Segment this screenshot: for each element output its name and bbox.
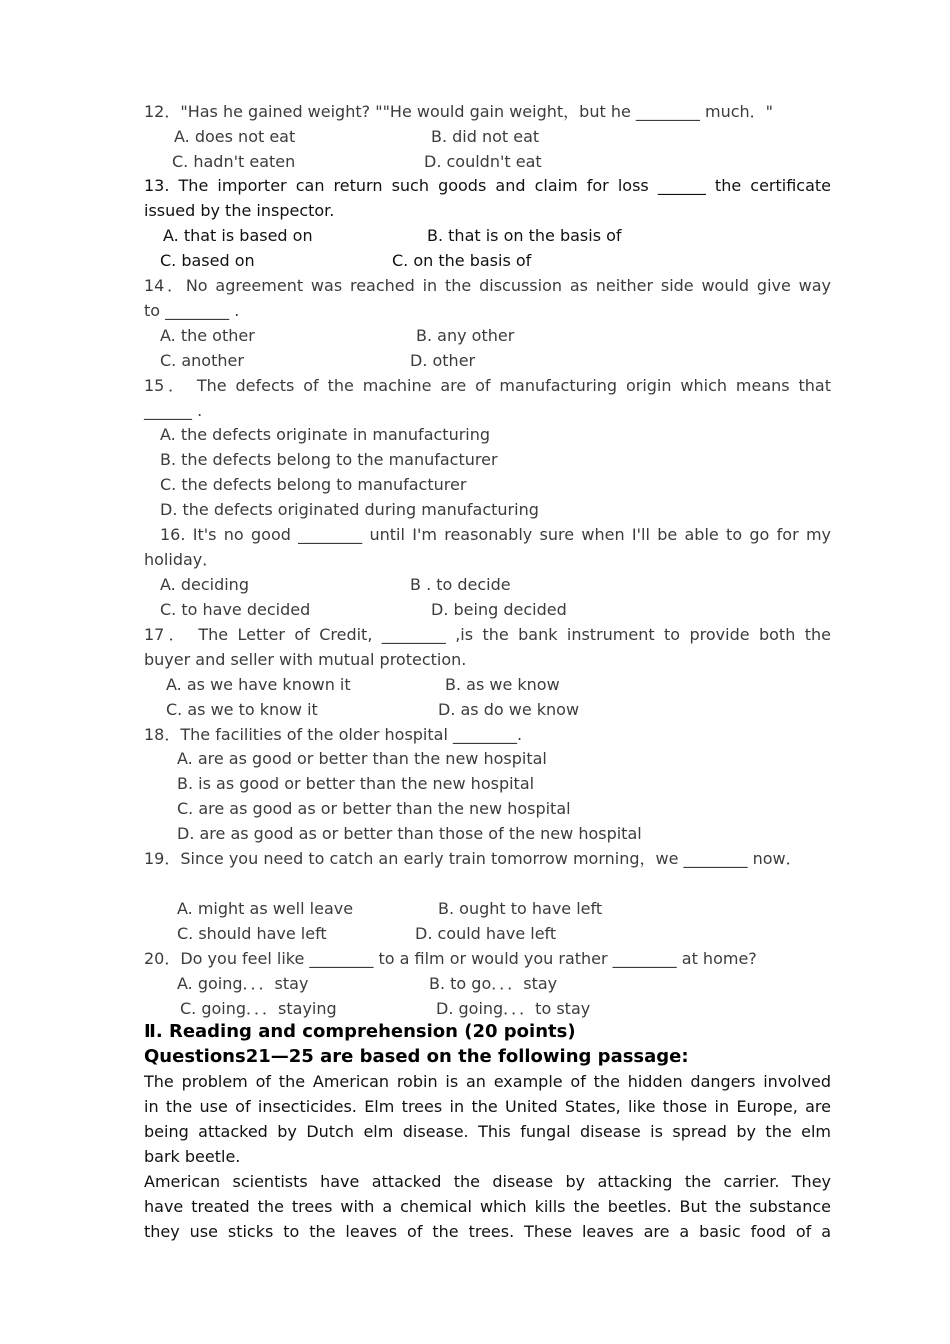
q15-option-a: A. the defects originate in manufacturing	[160, 425, 491, 444]
q18-option-c: C. are as good as or better than the new hospital	[177, 799, 571, 818]
q14-option-c: C. another	[160, 351, 244, 370]
q12-option-d: D. couldn't eat	[424, 152, 542, 171]
q16-option-b: B . to decide	[410, 575, 511, 594]
q19-option-d: D. could have left	[415, 924, 557, 943]
q16-option-d: D. being decided	[431, 600, 567, 619]
q19-option-a: A. might as well leave	[177, 899, 354, 918]
q20-option-c: C. going．．．staying	[180, 999, 337, 1018]
passage-line: being attacked by Dutch elm disease. This fungal disease is spread by the elm	[144, 1122, 831, 1141]
q15-option-b: B. the defects belong to the manufacturer	[160, 450, 498, 469]
q17-option-b: B. as we know	[445, 675, 560, 694]
q12-option-c: C. hadn't eaten	[172, 152, 296, 171]
passage-line: in the use of insecticides. Elm trees in the United States, like those in Europe, are	[144, 1097, 831, 1116]
q20-option-d: D. going．．．to stay	[436, 999, 591, 1018]
q17-option-a: A. as we have known it	[166, 675, 351, 694]
passage-line: The problem of the American robin is an example of the hidden dangers involved	[144, 1072, 831, 1091]
q16-option-c: C. to have decided	[160, 600, 311, 619]
q13-option-c: C. based on	[160, 251, 255, 270]
q12-stem: 12．"Has he gained weight? ""He would gain weight，but he ________ much．"	[144, 102, 773, 121]
q17-stem-line1: 17． The Letter of Credit, ________ ,is the bank instrument to provide both the	[144, 625, 831, 644]
q14-option-b: B. any other	[416, 326, 515, 345]
q15-option-c: C. the defects belong to manufacturer	[160, 475, 467, 494]
q14-stem-line1: 14．No agreement was reached in the discussion as neither side would give way	[144, 276, 832, 295]
q13-option-d: C. on the basis of	[392, 251, 532, 270]
q15-stem-line2: ______ .	[144, 401, 203, 420]
q18-option-b: B. is as good or better than the new hospital	[177, 774, 535, 793]
q12-option-a: A. does not eat	[174, 127, 296, 146]
q13-stem-line2: issued by the inspector.	[144, 201, 335, 220]
q13-option-b: B. that is on the basis of	[427, 226, 622, 245]
q20-stem: 20．Do you feel like ________ to a film or would you rather ________ at home?	[144, 949, 757, 968]
q19-stem: 19．Since you need to catch an early train tomorrow morning，we ________ now．	[144, 849, 802, 868]
q12-option-b: B. did not eat	[431, 127, 540, 146]
q19-option-b: B. ought to have left	[438, 899, 603, 918]
q18-option-a: A. are as good or better than the new hospital	[177, 749, 547, 768]
q16-stem-line1: 16. It's no good ________ until I'm reasonably sure when I'll be able to go for my	[160, 525, 831, 544]
passage-line: have treated the trees with a chemical which kills the beetles. But the substance	[144, 1197, 831, 1216]
q15-option-d: D. the defects originated during manufacturing	[160, 500, 539, 519]
q17-stem-line2: buyer and seller with mutual protection.	[144, 650, 467, 669]
q19-option-c: C. should have left	[177, 924, 327, 943]
q20-option-a: A. going．．．stay	[177, 974, 309, 993]
section-heading: Ⅱ. Reading and comprehension (20 points)	[144, 1021, 576, 1042]
q16-option-a: A. deciding	[160, 575, 249, 594]
passage-line: American scientists have attacked the disease by attacking the carrier. They	[144, 1172, 831, 1191]
q17-option-d: D. as do we know	[438, 700, 580, 719]
passage-line: they use sticks to the leaves of the trees. These leaves are a basic food of a	[144, 1222, 831, 1241]
q18-stem: 18．The facilities of the older hospital ________.	[144, 725, 523, 744]
section-subheading: Questions21—25 are based on the following passage:	[144, 1046, 689, 1067]
q17-option-c: C. as we to know it	[166, 700, 318, 719]
q14-option-d: D. other	[410, 351, 476, 370]
q15-stem-line1: 15． The defects of the machine are of manufacturing origin which means that	[144, 376, 831, 395]
q14-option-a: A. the other	[160, 326, 255, 345]
q13-stem-line1: 13. The importer can return such goods and claim for loss ______ the certificate	[144, 176, 831, 195]
q20-option-b: B. to go．．．stay	[429, 974, 558, 993]
q16-stem-line2: holiday．	[144, 550, 219, 569]
q13-option-a: A. that is based on	[163, 226, 313, 245]
q14-stem-line2: to ________ .	[144, 301, 240, 320]
q18-option-d: D. are as good as or better than those of the new hospital	[177, 824, 642, 843]
passage-line: bark beetle.	[144, 1147, 241, 1166]
